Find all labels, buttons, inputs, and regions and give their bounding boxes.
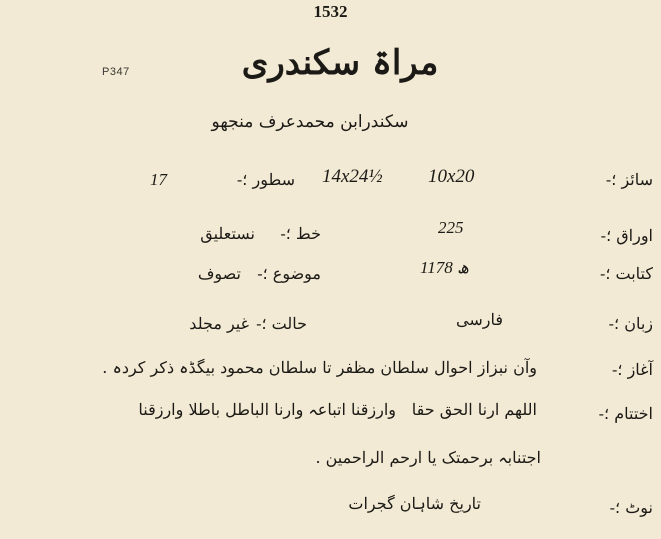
catalog-reference: P347 bbox=[102, 66, 130, 78]
size-value-2: 14x24½ bbox=[322, 166, 383, 187]
folios-value: 225 bbox=[438, 218, 464, 237]
language-label: زبان ؛- bbox=[608, 314, 653, 333]
ending-text-2: وارزقنا اتباعہ وارنا الباطل باطلا وارزقنا bbox=[138, 400, 396, 419]
manuscript-title: مراۃ سکندری bbox=[241, 43, 439, 83]
note-text: تاریخ شاہان گجرات bbox=[348, 494, 481, 513]
subject-label: موضوع ؛- bbox=[257, 264, 321, 283]
beginning-label: آغاز ؛- bbox=[612, 360, 653, 379]
folios-label: اوراق ؛- bbox=[600, 226, 653, 245]
ending-label: اختتام ؛- bbox=[598, 404, 653, 423]
note-label: نوٹ ؛- bbox=[609, 498, 653, 517]
ending-text-3: اجتنابہ برحمتک یا ارحم الراحمین . bbox=[315, 448, 541, 467]
page-number: 1532 bbox=[313, 2, 348, 21]
lines-value: 17 bbox=[150, 170, 167, 189]
size-value: 10x20 bbox=[428, 166, 475, 187]
scribal-date-label: کتابت ؛- bbox=[599, 264, 653, 283]
language-value: فارسی bbox=[456, 310, 503, 329]
condition-value: غیر مجلد bbox=[189, 314, 249, 333]
lines-label: سطور ؛- bbox=[236, 170, 295, 189]
ending-text-1: اللھم ارنا الحق حقا bbox=[411, 400, 537, 419]
script-label: خط ؛- bbox=[280, 224, 321, 243]
scribal-date-value: 1178 ھ bbox=[420, 258, 469, 277]
script-value: نستعلیق bbox=[200, 224, 255, 243]
beginning-text: وآن نبزاز احوال سلطان مظفر تا سلطان محمود بیگڈہ ذکر کردہ . bbox=[102, 358, 537, 377]
size-label: سائز ؛- bbox=[605, 170, 653, 189]
author-name: سکندرابن محمدعرف منجھو bbox=[211, 112, 409, 132]
subject-value: تصوف bbox=[197, 264, 241, 283]
condition-label: حالت ؛- bbox=[256, 314, 307, 333]
